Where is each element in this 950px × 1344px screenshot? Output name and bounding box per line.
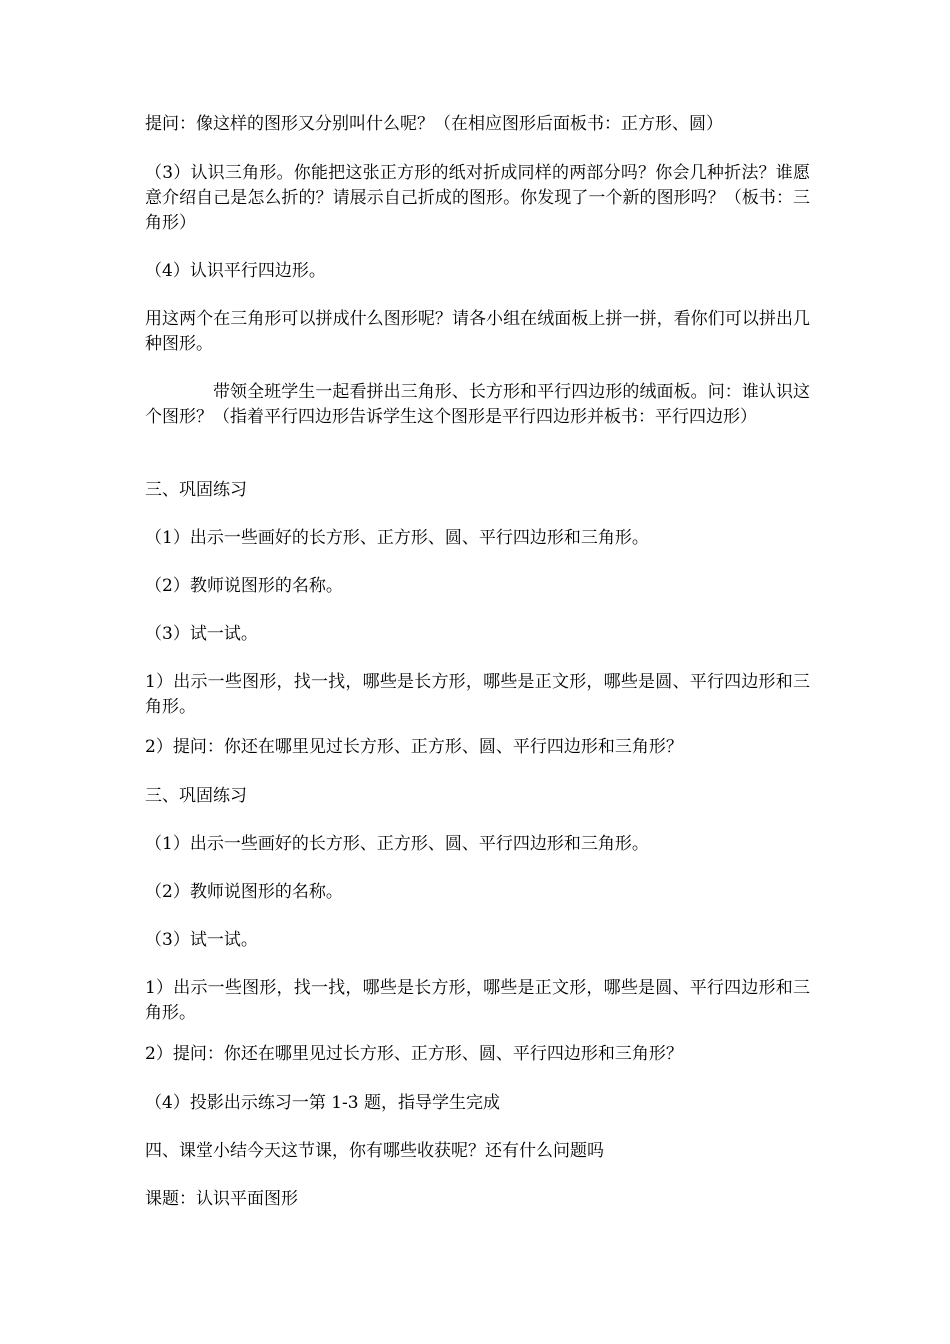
paragraph-practice-1-show-shapes: （1）出示一些画好的长方形、正方形、圆、平行四边形和三角形。	[145, 528, 649, 548]
section-heading-practice-1: 三、巩固练习	[145, 480, 247, 500]
paragraph-practice-2-teacher-names: （2）教师说图形的名称。	[145, 882, 343, 902]
paragraph-projection-exercise: （4）投影出示练习一第 1-3 题，指导学生完成	[145, 1093, 500, 1113]
paragraph-lesson-title: 课题：认识平面图形	[145, 1189, 298, 1209]
paragraph-question-square-circle: 提问：像这样的图形又分别叫什么呢？（在相应图形后面板书：正方形、圆）	[145, 114, 723, 134]
section-heading-summary: 四、课堂小结今天这节课，你有哪些收获呢？还有什么问题吗	[145, 1141, 604, 1161]
paragraph-practice-2-try: （3）试一试。	[145, 930, 258, 950]
paragraph-practice-1-try: （3）试一试。	[145, 624, 258, 644]
paragraph-practice-1-find-shapes: 1）出示一些图形，找一找，哪些是长方形，哪些是正文形，哪些是圆、平行四边形和三角形。	[145, 672, 810, 717]
paragraph-practice-2-show-shapes: （1）出示一些画好的长方形、正方形、圆、平行四边形和三角形。	[145, 834, 649, 854]
section-heading-practice-2: 三、巩固练习	[145, 786, 247, 806]
paragraph-practice-1-where-seen: 2）提问：你还在哪里见过长方形、正方形、圆、平行四边形和三角形？	[145, 737, 683, 757]
paragraph-lead-class: 带领全班学生一起看拼出三角形、长方形和平行四边形的绒面板。问：谁认识这个图形？（指着平行四边形告诉学生这个图形是平行四边形并板书：平行四边形）	[145, 382, 810, 427]
paragraph-practice-2-where-seen: 2）提问：你还在哪里见过长方形、正方形、圆、平行四边形和三角形？	[145, 1044, 683, 1064]
paragraph-recognize-triangle: （3）认识三角形。你能把这张正方形的纸对折成同样的两部分吗？你会几种折法？谁愿意介绍自己是怎么折的？请展示自己折成的图形。你发现了一个新的图形吗？（板书：三角形）	[145, 163, 810, 233]
paragraph-assemble-triangles: 用这两个在三角形可以拼成什么图形呢？请各小组在绒面板上拼一拼，看你们可以拼出几种图形。	[145, 309, 810, 354]
paragraph-practice-1-teacher-names: （2）教师说图形的名称。	[145, 576, 343, 596]
paragraph-practice-2-find-shapes: 1）出示一些图形，找一找，哪些是长方形，哪些是正文形，哪些是圆、平行四边形和三角形。	[145, 978, 810, 1023]
paragraph-recognize-parallelogram: （4）认识平行四边形。	[145, 261, 326, 281]
